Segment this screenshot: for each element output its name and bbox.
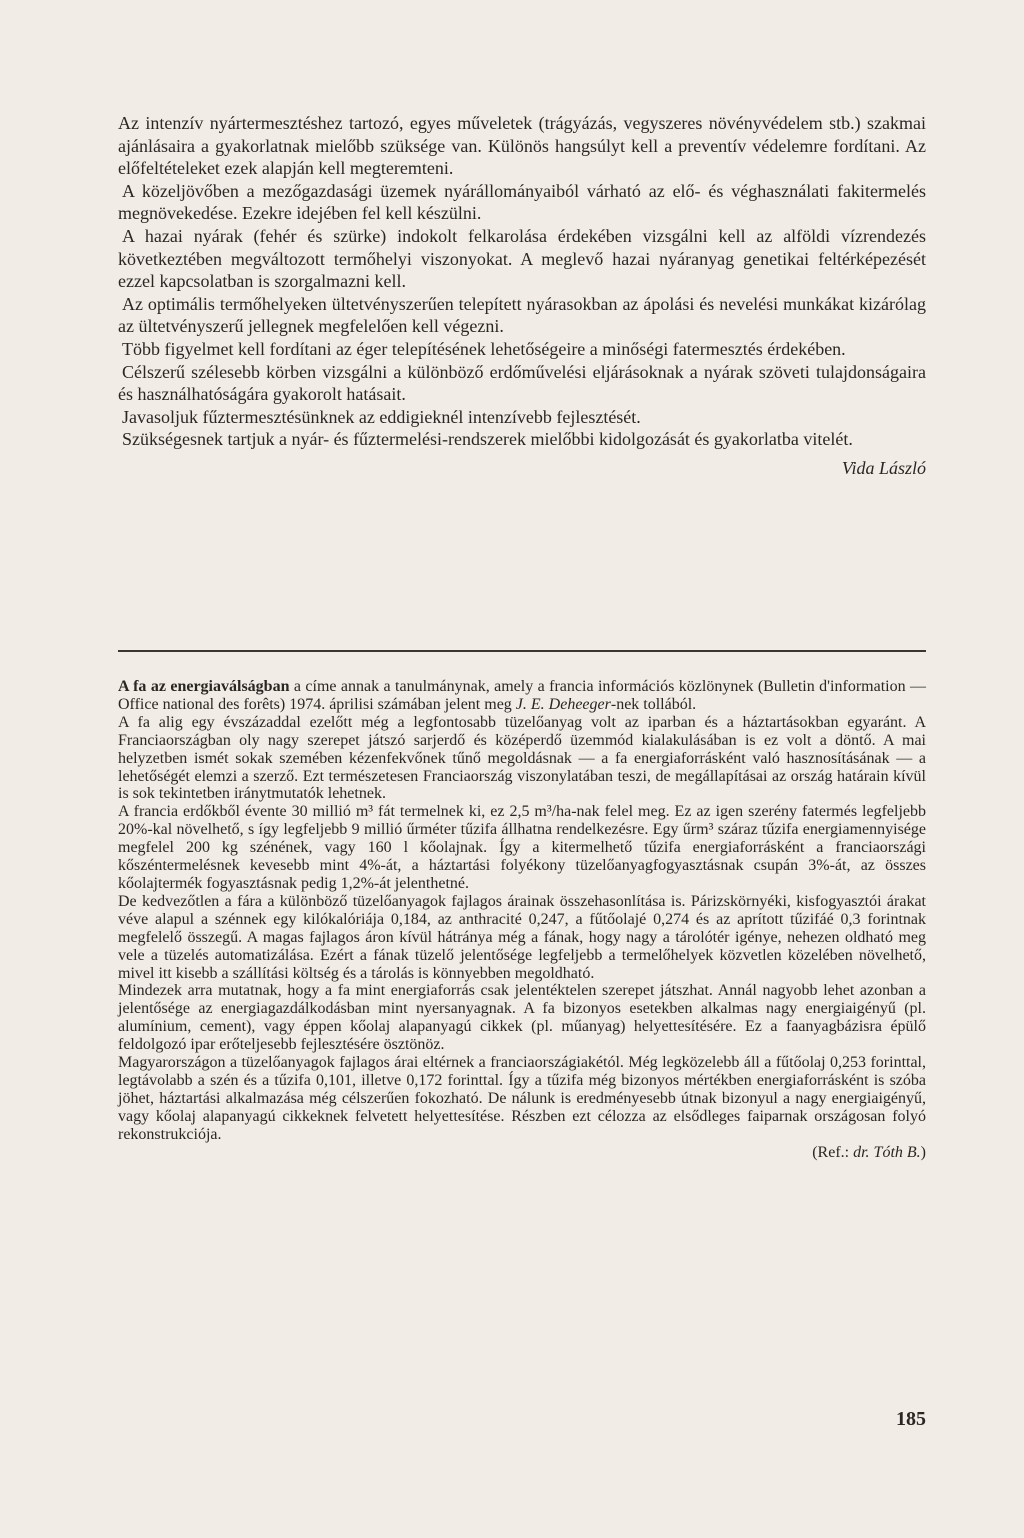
paragraph: Szükségesnek tartjuk a nyár- és fűztermelési-rendszerek mielőbbi kidolgozását és gyakorlatba vitelét. <box>122 429 853 450</box>
page-number: 185 <box>896 1408 926 1430</box>
paragraph: Mindezek arra mutatnak, hogy a fa mint energiaforrás csak jelentéktelen szerepet játszhat. Annál nagyobb lehet azonban a jelentősége az energiagazdálkodásban mint nyersanyagnak. A fa bizonyos esetekben alkalmas nagy energiaigényű (pl. alumínium, cement), vagy éppen kőolaj alapanyagú cikkek (pl. műanyag) helyettesítésére. Ez a faanyagbázisra épülő feldolgozó ipar erőteljesebb fejlesztésére ösztönöz. <box>118 982 926 1054</box>
intro-text-end: -nek tollából. <box>610 695 697 713</box>
article-title: A fa az energiaválságban <box>118 678 290 695</box>
section-fa-energiavalsag <box>118 678 926 1161</box>
paragraph: Az optimális termőhelyeken ültetvényszerűen telepített nyárasokban az ápolási és nevelési munkákat kizárólag az ültetvényszerű jellegnek megfelelően kell végezni. <box>118 293 926 337</box>
section-nyar-recommendations <box>118 112 926 480</box>
paragraph: Több figyelmet kell fordítani az éger telepítésének lehetőségeire a minőségi fatermesztés érdekében. <box>122 338 846 359</box>
paragraph: De kedvezőtlen a fára a különböző tüzelőanyagok fajlagos árainak összehasonlítása is. Párizskörnyéki, kisfogyasztói árakat véve alapul a szénnek egy kilókalóriája 0,184, az anthracité 0,247, a fűtőolajé 0,274 és az aprított tűzifáé 0,3 forintnak megfelelő összegű. A magas fajlagos áron kívül hátránya még a fának, hogy nagy a tárolótér igénye, nehezen oldható meg vele a tüzelés automatizálása. Ezért a fának tüzelő jelentősége legfeljebb a termelőhelyek közvetlen közelében növelhető, mivel itt kisebb a szállítási költség és a tárolás is könnyebben megoldható. <box>118 892 926 982</box>
intro-text: a címe annak a tanulmánynak, amely a francia információs közlönynek (Bulletin d'information — Office national des forêts) 1974. áprilisi számában jelent meg <box>118 678 926 713</box>
source-author: J. E. Deheeger <box>515 695 611 713</box>
paragraph: A közeljövőben a mezőgazdasági üzemek nyárállományaiból várható az elő- és véghasználati fakitermelés megnövekedése. Ezekre idejében fel kell készülni. <box>118 180 926 224</box>
paragraph: A hazai nyárak (fehér és szürke) indokolt felkarolása érdekében vizsgálni kell az alföldi vízrendezés következtében megváltozott termőhelyi viszonyokat. A meglevő hazai nyáranyag genetikai feltérképezését ezzel kapcsolatban is szorgalmazni kell. <box>118 225 926 292</box>
paragraph: A fa alig egy évszázaddal ezelőtt még a legfontosabb tüzelőanyag volt az iparban és a háztartásokban egyaránt. A Franciaországban oly nagy szerepet játszó sarjerdő és középerdő üzemmód kialakulásában is ez volt a döntő. A mai helyzetben ismét sokak szemében kézenfekvőnek tűnő megoldásnak — a fa energiaforrásként való hasznosításának — a lehetőségét elemzi a szerző. Ezt természetesen Franciaország viszonylatában teszi, de megállapításai az ország határain kívül is sok tekintetben iránytmutatók lehetnek. <box>118 713 926 803</box>
reference <box>118 1144 926 1162</box>
paragraph: A francia erdőkből évente 30 millió m³ fát termelnek ki, ez 2,5 m³/ha-nak felel meg. Ez az igen szerény fatermés legfeljebb 20%-kal növelhető, s így legfeljebb 9 millió űrméter tűzifa állhatna rendelkezésre. Egy űrm³ száraz tűzifa energiamennyisége megfelel 200 kg szénének, vagy 160 l kőolajnak. Így a kitermelhető tűzifa energiaforrásként a franciaországi kőszéntermelésnek kevesebb mint 4%-át, a háztartási folyékony tüzelőanyagfogyasztásnak csupán 3%-át, az összes kőolajtermék fogyasztásnak pedig 1,2%-át jelenthetné. <box>118 803 926 892</box>
section-divider <box>118 650 926 652</box>
ref-suffix: ) <box>920 1143 926 1161</box>
ref-name: dr. Tóth B. <box>853 1143 921 1161</box>
paragraph: Célszerű szélesebb körben vizsgálni a különböző erdőművelési eljárásoknak a nyárak szöveti tulajdonságaira és használhatóságára gyakorolt hatásait. <box>118 361 926 405</box>
paragraph: Az intenzív nyártermesztéshez tartozó, egyes műveletek (trágyázás, vegyszeres növényvédelem stb.) szakmai ajánlásaira a gyakorlatnak mielőbb szüksége van. Különös hangsúlyt kell a preventív védelemre fordítani. Az előfeltételeket ezek alapján kell megteremteni. <box>118 113 926 179</box>
author-signature: Vida László <box>841 457 926 478</box>
intro-paragraph <box>118 678 926 714</box>
ref-prefix: (Ref.: <box>812 1143 854 1161</box>
paragraph: Javasoljuk fűztermesztésünknek az eddigieknél intenzívebb fejlesztését. <box>122 406 641 427</box>
paragraph: Magyarországon a tüzelőanyagok fajlagos árai eltérnek a franciaországiakétól. Még legközelebb áll a fűtőolaj 0,253 forinttal, legtávolabb a szén és a tűzifa 0,101, illetve 0,172 forinttal. Így a tűzifa még bizonyos mértékben energiaforrásként is szóba jöhet, háztartási alkalmazása még célszerűen fokozható. De nálunk is eredményesebb útnak bizonyul a nagy energiaigényű, vagy kőolaj alapanyagú cikkeknek felvetett helyettesítése. Részben ezt célozza az elsődleges faiparnak országosan folyó rekonstrukciója. <box>118 1054 926 1143</box>
